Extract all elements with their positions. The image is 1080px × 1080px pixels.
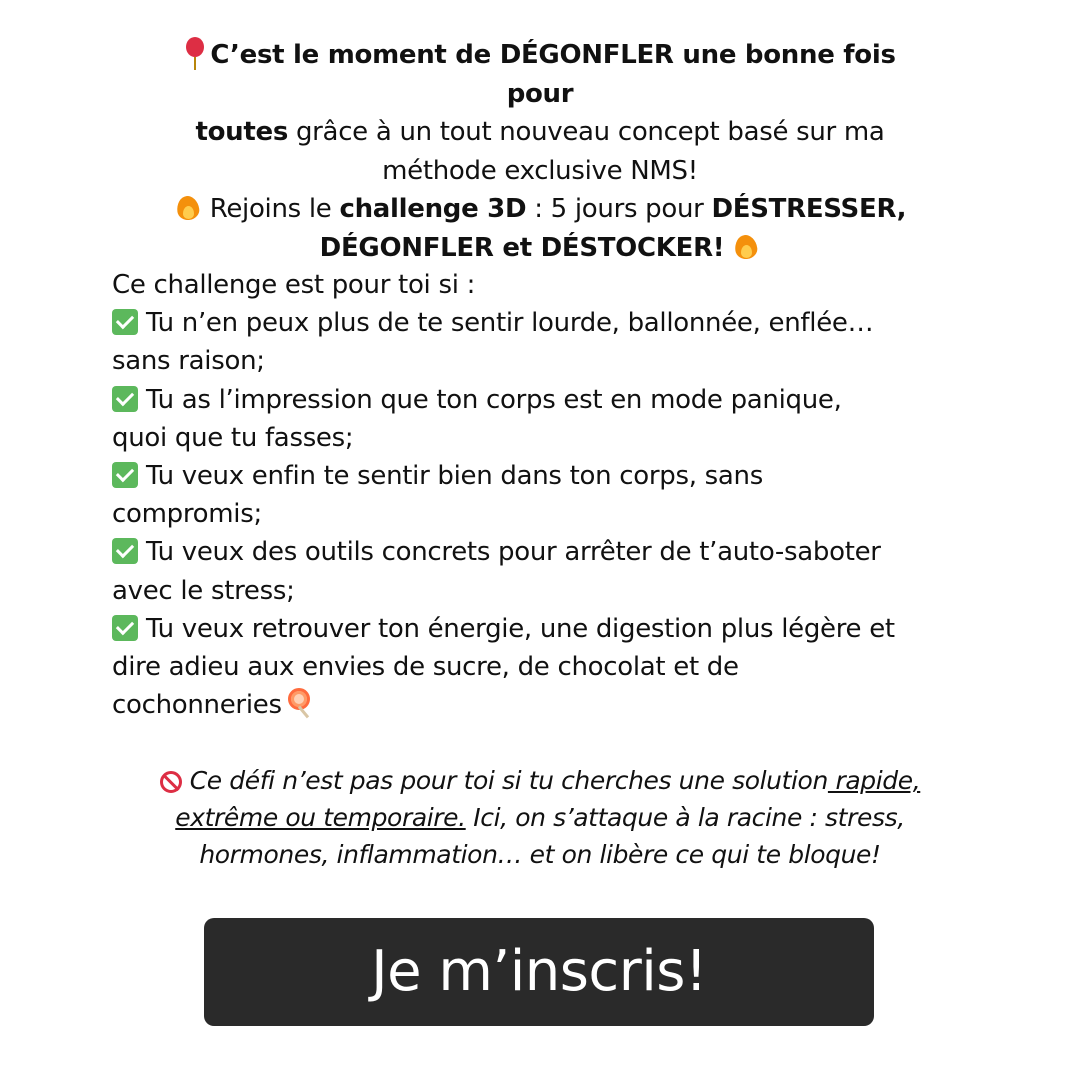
check-icon	[112, 386, 138, 412]
list-heading: Ce challenge est pour toi si :	[112, 270, 476, 300]
warning-text: Ce défi n’est pas pour toi si tu cherches une solution	[189, 766, 828, 795]
warning-text: Ici, on s’attaque à la racine : stress,	[465, 803, 905, 832]
fire-icon	[174, 192, 202, 222]
list-item-text: sans raison;	[112, 346, 265, 377]
list-item-text: Tu veux des outils concrets pour arrêter de t’auto-saboter	[146, 537, 881, 568]
lollipop-icon	[286, 688, 314, 718]
list-item	[112, 533, 972, 609]
intro-days-text: : 5 jours pour	[526, 194, 712, 224]
check-icon	[112, 615, 138, 641]
check-icon	[112, 462, 138, 488]
intro-headline-word: toutes	[195, 117, 288, 147]
intro-join-text: Rejoins le	[201, 194, 340, 224]
list-item-text: dire adieu aux envies de sucre, de chocolat et de	[112, 652, 739, 683]
list-item-text: quoi que tu fasses;	[112, 422, 354, 453]
warning-underlined: extrême ou temporaire.	[175, 803, 466, 832]
list-item-text: Tu as l’impression que ton corps est en mode panique,	[146, 384, 842, 415]
balloon-icon	[184, 37, 206, 71]
intro-headline: C’est le moment de DÉGONFLER une bonne fois pour	[210, 40, 896, 109]
check-icon	[112, 538, 138, 564]
list-item	[112, 457, 972, 533]
challenge-name: challenge 3D	[339, 194, 527, 224]
list-item-text: Tu veux retrouver ton énergie, une digestion plus légère et	[146, 613, 895, 644]
list-item-text: Tu veux enfin te sentir bien dans ton corps, sans	[146, 461, 763, 492]
list-item-text: avec le stress;	[112, 575, 295, 606]
intro-text-method: méthode exclusive NMS!	[382, 155, 698, 186]
intro-text: grâce à un tout nouveau concept basé sur ma	[288, 117, 885, 147]
list-item-text: compromis;	[112, 499, 262, 530]
list-item-text: cochonneries	[112, 690, 282, 721]
list-item	[112, 381, 972, 457]
signup-button[interactable]: Je m’inscris!	[204, 918, 874, 1026]
fire-icon	[732, 231, 760, 261]
no-entry-icon	[160, 771, 182, 793]
check-icon	[112, 309, 138, 335]
intro-goal-1: DÉSTRESSER,	[711, 194, 907, 224]
benefits-list	[112, 266, 972, 724]
warning-underlined: rapide,	[827, 766, 921, 795]
intro-block	[150, 36, 930, 267]
intro-goal-2: DÉGONFLER et DÉSTOCKER!	[319, 232, 725, 263]
warning-note	[100, 762, 980, 873]
list-item	[112, 304, 972, 380]
list-item	[112, 610, 972, 725]
warning-text: hormones, inflammation… et on libère ce qui te bloque!	[199, 840, 881, 869]
list-item-text: Tu n’en peux plus de te sentir lourde, ballonnée, enflée…	[146, 308, 874, 339]
